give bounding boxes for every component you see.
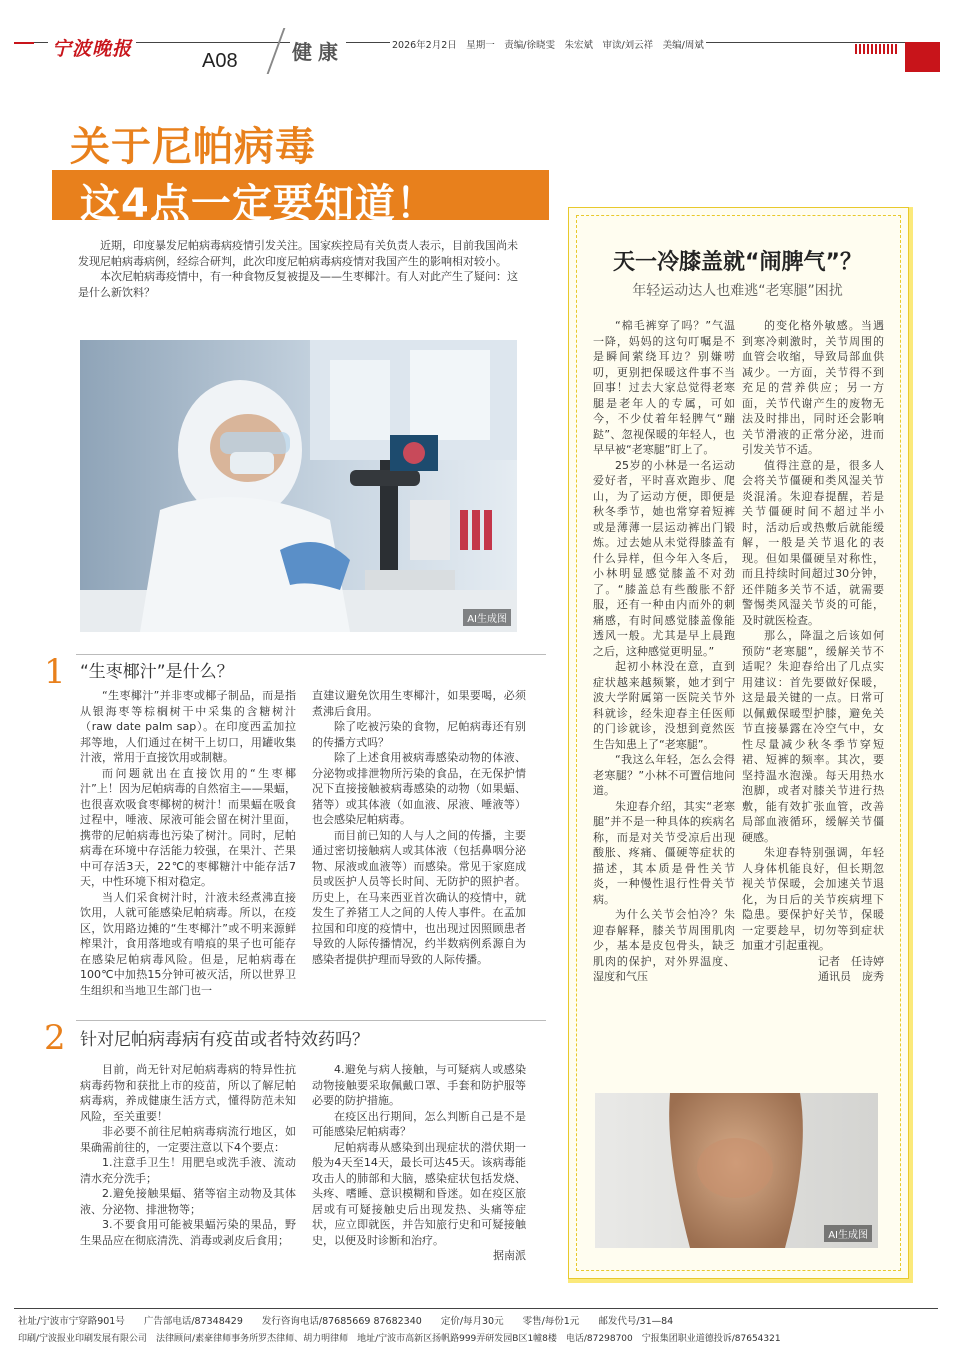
article-paragraph: 尼帕病毒从感染到出现症状的潜伏期一般为4天至14天，最长可达45天。该病毒能攻击人的肺部和大脑，感染症状包括发烧、头疼、嗜睡、意识模糊和昏迷。如在疫区旅居或有可疑接触史后出现发热、头痛等症状，应立即就医，并告知旅行史和可疑接触史，以便及时诊断和治疗。 xyxy=(312,1140,526,1247)
knee-photo xyxy=(595,1093,878,1248)
article-paragraph: 25岁的小林是一名运动爱好者，平时喜欢跑步、爬山，为了运动方便，即便是秋冬季节，她也常穿着短裤或是薄薄一层运动裤出门锻炼。过去她从未觉得膝盖有什么异样，但今年入冬后，小林明显感觉膝盖不对劲了。“膝盖总有些酸胀不舒服，还有一种由内而外的刺痛感，有时间感觉膝盖像能透风一般。尤其是早上晨跑之后，这种感觉更明显。” xyxy=(593,458,735,658)
q1-left-column xyxy=(80,688,296,998)
q1-right-column xyxy=(312,688,526,967)
header-slash xyxy=(267,28,286,74)
side-right-column xyxy=(742,318,884,985)
headline-line-2: 这4点一定要知道！ xyxy=(80,181,437,227)
intro-text xyxy=(78,238,518,300)
footer-line-2: 印刷/宁波报业印刷发展有限公司 法律顾问/素豪律师事务所罗杰律师、胡力明律师 地址/宁波市高新区扬帆路999弄研发园B区1幢8楼 电话/87298700 宁报集团职业道德投诉/87654321 xyxy=(18,1334,781,1344)
side-left-column xyxy=(593,318,735,985)
article-paragraph: 目前，尚无针对尼帕病毒病的特异性抗病毒药物和获批上市的疫苗，所以了解尼帕病毒病，养成健康生活方式，懂得防范未知风险，至关重要！ xyxy=(80,1063,296,1123)
article-paragraph: 朱迎春特别强调，年轻人身体机能良好，但长期忽视关节保暖，会加速关节退化，为日后的关节疾病埋下隐患。要保护好关节，保暖一定要趁早，切勿等到症状加重才引起重视。 xyxy=(742,846,884,952)
page-number: A08 xyxy=(202,50,238,72)
header-info: 2026年2月2日 星期一 责编/徐晓雯 朱宏斌 审读/刘云祥 美编/周斌 xyxy=(390,37,706,51)
article-paragraph: 当人们采食树汁时，汁液未经煮沸直接饮用，人就可能感染尼帕病毒。所以，在疫区，饮用路边摊的“生枣椰汁”或不明来源鲜榨果汁，食用落地或有啃痕的果子也可能存在感染尼帕病毒风险。但是，尼帕病毒在100℃中加热15分钟可被灭活，所以世界卫生组织和当地卫生部门也一 xyxy=(80,890,296,997)
article-paragraph: 非必要不前往尼帕病毒病流行地区，如果确需前往的，一定要注意以下4个要点： xyxy=(80,1125,296,1154)
logo-accent-line xyxy=(14,42,34,44)
article-paragraph: 那么，降温之后该如何预防“老寒腿”，缓解关节不适呢？朱迎春给出了几点实用建议：首先要做好保暖，这是最关键的一点。日常可以佩戴保暖型护膝，避免关节直接暴露在冷空气中，女性尽量减少秋冬季节穿短裙、短裤的频率。其次，要坚持温水泡澡。每天用热水泡脚，或者对膝关节进行热敷，能有效扩张血管，改善局部血液循环，缓解关节僵硬感。 xyxy=(742,629,884,844)
photo-caption: AI生成图 xyxy=(463,609,511,626)
article-list-item: 1.注意手卫生！用肥皂或洗手液、流动清水充分洗手； xyxy=(80,1156,296,1185)
question-rule xyxy=(76,654,546,655)
photo-caption: AI生成图 xyxy=(824,1225,872,1242)
section-name: 健康 xyxy=(290,36,346,65)
article-paragraph: 而问题就出在直接饮用的“生枣椰汁”上！因为尼帕病毒的自然宿主——果蝠，也很喜欢吸食枣椰树的树汁！而果蝠在吸食过程中，唾液、尿液可能会留在树汁里面，携带的尼帕病毒也污染了树汁。同时，尼帕病毒在环境中存活能力较强，在果汁、芒果中可存活3天，22℃的枣椰糖汁中能存活7天，中性环境下相对稳定。 xyxy=(80,766,296,888)
question-number-2: 2 xyxy=(44,1018,66,1058)
headline-line-1: 关于尼帕病毒 xyxy=(70,124,316,170)
question-1-title: “生枣椰汁”是什么？ xyxy=(80,662,234,682)
article-paragraph: 朱迎春介绍，其实“老寒腿”并不是一种具体的疾病名称，而是对关节受凉后出现酸胀、疼痛、僵硬等症状的描述，其本质是骨性关节炎，一种慢性退行性骨关节病。 xyxy=(593,799,735,906)
header-dot-pattern xyxy=(855,44,899,54)
question-2-title: 针对尼帕病毒病有疫苗或者特效药吗？ xyxy=(80,1030,369,1050)
article-paragraph: 而目前已知的人与人之间的传播，主要通过密切接触病人或其体液（包括鼻咽分泌物、尿液或血液等）而感染。常见于家庭成员或医护人员等长时间、无防护的照护者。历史上，在马来西亚首次确认的疫情中，就发生了养猪工人之间的人传人事件。在孟加拉国和印度的疫情中，也出现过因照顾患者导致的人际传播情况，约半数病例系源自为感染者提供护理而导致的人际传播。 xyxy=(312,828,526,966)
intro-paragraph: 本次尼帕病毒疫情中，有一种食物反复被提及——生枣椰汁。有人对此产生了疑问：这是什么新饮料？ xyxy=(78,270,518,299)
article-list-item: 4.避免与病人接触，与可疑病人或感染动物接触要采取佩戴口罩、手套和防护服等必要的防护措施。 xyxy=(312,1063,526,1107)
article-paragraph: 起初小林没在意，直到症状越来越频繁，她才到宁波大学附属第一医院关节外科就诊，经朱迎春主任医师的门诊就诊，没想到竟然医生告知患上了“老寒腿”。 xyxy=(593,660,735,751)
side-article-subtitle: 年轻运动达人也难逃“老寒腿”困扰 xyxy=(632,283,843,299)
article-paragraph: 在疫区出行期间，怎么判断自己是不是可能感染尼帕病毒？ xyxy=(312,1109,526,1138)
article-paragraph: “棉毛裤穿了吗？”气温一降，妈妈的这句叮嘱是不是瞬间萦绕耳边？别嫌唠叨，更别把保暖这件事不当回事！过去大家总觉得老寒腿是老年人的专属，可如今，不少仗着年轻脾气“蹦跶”、忽视保暖的年轻人，也早早被“老寒腿”盯上了。 xyxy=(593,319,735,456)
footer-line-1: 社址/宁波市宁穿路901号 广告部电话/87348429 发行咨询电话/87685669 87682340 定价/每月30元 零售/每份1元 邮发代号/31—84 xyxy=(18,1316,674,1327)
article-source: 据南派 xyxy=(493,1249,526,1262)
article-list-item: 3.不要食用可能被果蝠污染的果品，野生果品应在彻底清洗、消毒或剥皮后食用； xyxy=(80,1218,296,1247)
lab-scene-illustration xyxy=(80,340,517,632)
article-list-item: 2.避免接触果蝠、猪等宿主动物及其体液、分泌物、排泄物等； xyxy=(80,1187,296,1216)
q2-right-column xyxy=(312,1062,526,1264)
lab-photo xyxy=(80,340,517,632)
question-rule xyxy=(76,1020,546,1021)
article-paragraph: 的变化格外敏感。当遇到寒冷刺激时，关节周围的血管会收缩，导致局部血供减少。一方面，关节得不到充足的营养供应；另一方面，关节代谢产生的废物无法及时排出，同时还会影响关节滑液的正常分泌，进而引发关节不适。 xyxy=(742,319,884,456)
newspaper-logo: 宁波晚报 xyxy=(48,34,136,61)
footer-rule xyxy=(14,1308,938,1309)
article-paragraph: 为什么关节会怕冷？朱迎春解释，膝关节周围肌肉少，基本是皮包骨头，缺乏肌肉的保护，对外界温度、湿度和气压 xyxy=(593,908,735,983)
q2-left-column xyxy=(80,1062,296,1248)
article-paragraph: “我这么年轻，怎么会得老寒腿？”小林不可置信地问道。 xyxy=(593,753,735,797)
question-number-1: 1 xyxy=(44,652,66,692)
article-paragraph: “生枣椰汁”并非枣或椰子制品，而是指从银海枣等棕榈树干中采集的含糖树汁（raw date palm sap）。在印度西孟加拉邦等地，人们通过在树干上切口，用罐收集汁液，常用于直接饮用或制糖。 xyxy=(80,689,296,764)
byline-reporter: 记者 任诗婷 xyxy=(818,954,884,968)
article-paragraph: 除了上述食用被病毒感染动物的体液、分泌物或排泄物所污染的食品，在无保护情况下直接接触被病毒感染的动物（如果蝠、猪等）或其体液（如血液、尿液、唾液等）也会感染尼帕病毒。 xyxy=(312,751,526,826)
header-red-block xyxy=(905,42,940,72)
intro-paragraph: 近期，印度暴发尼帕病毒病疫情引发关注。国家疾控局有关负责人表示，目前我国尚未发现尼帕病毒病例，经综合研判，此次印度尼帕病毒病疫情对我国产生的影响相对较小。 xyxy=(78,239,518,268)
byline-correspondent: 通讯员 庞秀 xyxy=(818,970,884,983)
article-paragraph: 除了吃被污染的食物，尼帕病毒还有别的传播方式吗？ xyxy=(312,720,526,749)
article-paragraph: 直建议避免饮用生枣椰汁，如果要喝，必须煮沸后食用。 xyxy=(312,689,526,718)
article-paragraph: 值得注意的是，很多人会将关节僵硬和类风湿关节炎混淆。朱迎春提醒，若是关节僵硬时间不超过半小时，活动后或热敷后就能缓解，一般是关节退化的表现。但如果僵硬呈对称性，而且持续时间超过30分钟，还伴随多关节不适，就需要警惕类风湿关节炎的可能，及时就医检查。 xyxy=(742,458,884,627)
side-article-title: 天一冷膝盖就“闹脾气”？ xyxy=(613,250,862,275)
